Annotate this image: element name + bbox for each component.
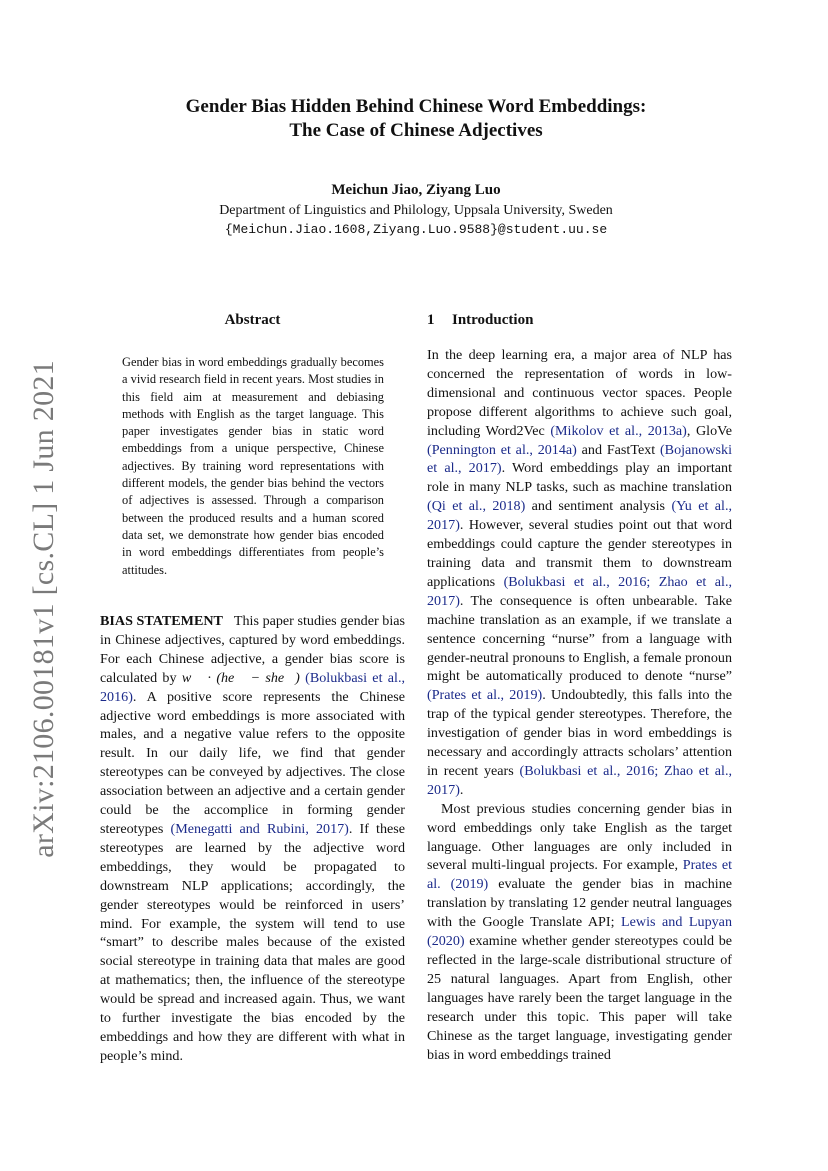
title-line-2: The Case of Chinese Adjectives (289, 120, 543, 141)
citation-lewis-lupyan[interactable]: Lewis and Lupyan (2020) (427, 914, 732, 950)
citation-bojanowski[interactable]: (Bojanowski et al., 2017) (427, 441, 732, 477)
p2-text-c: examine whether gender stereotypes could be reflected in the large-scale distributional structure of 25 natural languages. Apart from English, other languages have rarely been the target language in the research under this topic. This paper will take Chinese as the target language, investigating gender bias in word embeddings trained (427, 933, 732, 1063)
intro-paragraph-2 (427, 800, 732, 1065)
bias-statement-label: BIAS STATEMENT (100, 613, 223, 629)
section-number: 1 (427, 312, 435, 328)
p1-text-a: In the deep learning era, a major area of NLP has concerned the representation of words in low-dimensional and continuous vector spaces. People propose different algorithms to achieve such goal, including Word2Vec (427, 347, 732, 439)
p1-text-e: and sentiment analysis (525, 498, 672, 515)
p1-text-i: . (459, 781, 464, 798)
p2-text-b: evaluate the gender bias in machine translation by translating 12 gender neutral languages with the Google Translate API; (427, 876, 732, 931)
citation-qi[interactable]: (Qi et al., 2018) (427, 498, 526, 515)
p1-text-g: . The consequence is often unbearable. Take machine translation as an example, if we translate a sentence concerning “nurse” from a language with gender-neutral pronouns to English, a female pronoun might be automatically produced to denote “nurse” (427, 592, 732, 685)
abstract-body: Gender bias in word embeddings gradually becomes a vivid research field in recent years. Most studies in this field aim at measurement and debiasing methods with English as the target language. This paper investigates gender bias in static word embeddings from a unique perspective, Chinese adjectives. By training word representations with different models, the gender bias behind the vectors of adjectives is assessed. Through a comparison between the produced results and a human scored data set, we demonstrate how gender bias encoded in word embeddings differentiates from people’s attitudes. (122, 355, 384, 577)
title-line-1: Gender Bias Hidden Behind Chinese Word Embeddings: (185, 96, 647, 117)
citation-menegatti[interactable]: (Menegatti and Rubini, 2017) (170, 820, 349, 837)
arxiv-identifier-stamp (14, 360, 74, 858)
p1-text-d: . Word embeddings play an important role in many NLP tasks, such as machine translation (427, 460, 732, 496)
intro-paragraph-1 (427, 346, 732, 800)
introduction-body (427, 346, 732, 1064)
citation-prates-2019[interactable]: Prates et al. (2019) (427, 857, 732, 893)
author-emails: {Meichun.Jiao.1608,Ziyang.Luo.9588}@student.uu.se (224, 222, 608, 237)
bias-text-1: This paper studies gender bias in Chinese adjectives, captured by word embeddings. For each Chinese adjective, a gender bias score is calculated by (100, 613, 405, 686)
p1-text-f: . However, several studies point out that word embeddings could capture the gender stereotypes in training data and transmit them to downstream applications (427, 517, 732, 590)
bias-text-2: . A positive score represents the Chinese adjective word embeddings is more associated with males, and a negative value refers to the opposite result. In our daily life, we find that gender stereotypes can be conveyed by adjectives. The close association between an adjective and a certain gender could be the accomplice in forming gender stereotypes (100, 688, 405, 837)
p1-text-c: and FastText (576, 441, 660, 458)
p2-text-a: Most previous studies concerning gender bias in word embeddings only take English as the target language. Other languages are only included in several multi-lingual projects. For example, (427, 800, 732, 874)
citation-bolukbasi[interactable]: (Bolukbasi et al., 2016) (100, 669, 406, 705)
abstract-heading: Abstract (224, 312, 281, 328)
bias-statement (100, 612, 405, 1066)
author-names: Meichun Jiao, Ziyang Luo (331, 182, 501, 198)
bias-score-formula: w⃗ · (he⃗ − she⃗) (181, 669, 300, 686)
citation-bolukbasi-zhao-2[interactable]: (Bolukbasi et al., 2016; Zhao et al., 2017) (427, 762, 732, 798)
bias-text-3: . If these stereotypes are learned by the adjective word embeddings, they would be propagated to downstream NLP applications; accordingly, the gender stereotypes would be reinforced in users’ mind. For example, the system will tend to use “smart” to describe males because of the existed social stereotype in training data that males are good at mathematics; then, the influence of the stereotype would be spread and increased again. Thus, we want to further investigate the bias encoded by the embeddings and how they are different with what in people’s mind. (100, 820, 405, 1064)
citation-pennington[interactable]: (Pennington et al., 2014a) (427, 441, 577, 458)
p1-text-b: , GloVe (686, 422, 733, 439)
section-title: Introduction (452, 312, 534, 328)
paper-title (100, 95, 732, 143)
introduction-heading (427, 311, 732, 329)
p1-text-h: . Undoubtedly, this falls into the trap of the typical gender stereotypes. Therefore, the investigation of gender bias in word embeddings is necessary and accordingly attracts scholars’ attention in recent years (427, 687, 732, 779)
citation-bolukbasi-zhao-1[interactable]: (Bolukbasi et al., 2016; Zhao et al., 2017) (427, 573, 732, 609)
author-affiliation: Department of Linguistics and Philology, Uppsala University, Sweden (219, 203, 613, 218)
citation-prates[interactable]: (Prates et al., 2019) (427, 687, 543, 704)
arxiv-stamp-text: arXiv:2106.00181v1 [cs.CL] 1 Jun 2021 (27, 360, 60, 858)
citation-yu[interactable]: (Yu et al., 2017) (427, 498, 732, 534)
citation-mikolov[interactable]: (Mikolov et al., 2013a) (550, 422, 687, 439)
